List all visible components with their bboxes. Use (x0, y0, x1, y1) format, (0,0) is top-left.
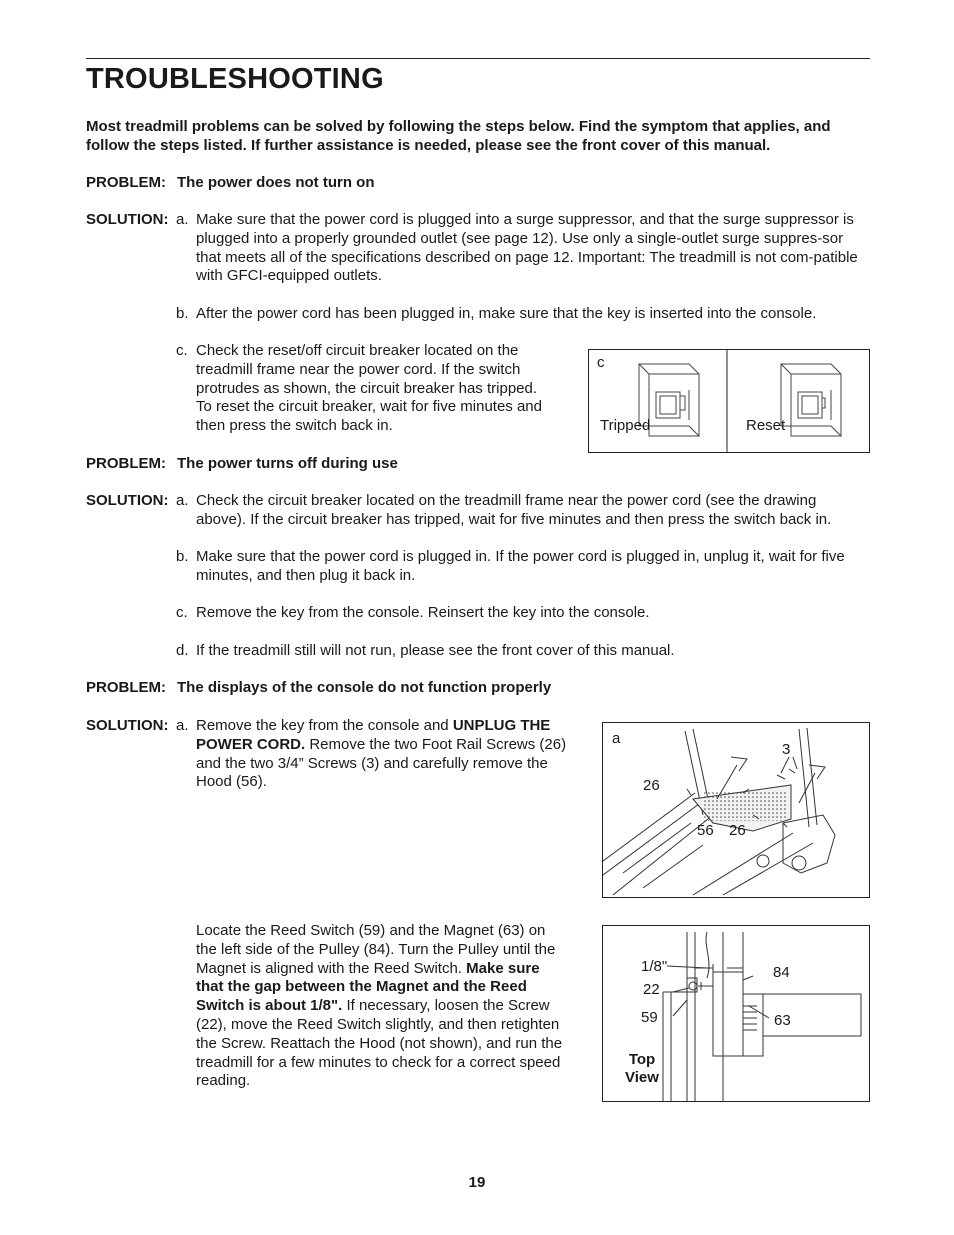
figure-letter: a (612, 730, 621, 747)
callout-22: 22 (643, 981, 660, 998)
gap-callout: 1/8" (641, 958, 668, 975)
page-title: TROUBLESHOOTING (86, 63, 384, 95)
hood-removal-drawing (603, 723, 869, 897)
callout-56: 56 (697, 822, 714, 839)
callout-63: 63 (774, 1012, 791, 1029)
solution-label: SOLUTION: (86, 717, 169, 734)
hood-figure (602, 722, 870, 898)
top-view-caption: Top View (625, 1051, 659, 1086)
solution-label: SOLUTION: (86, 211, 169, 228)
callout-26: 26 (729, 822, 746, 839)
figure-letter: c (597, 354, 605, 371)
reset-caption: Reset (746, 417, 786, 434)
problem-heading: PROBLEM: The displays of the console do not function properly (86, 679, 552, 696)
circuit-breaker-figure (588, 349, 870, 453)
callout-84: 84 (773, 964, 790, 981)
callout-3: 3 (782, 741, 791, 758)
problem-heading: PROBLEM: The power does not turn on (86, 174, 375, 191)
callout-26: 26 (643, 777, 660, 794)
problem-heading: PROBLEM: The power turns off during use (86, 455, 398, 472)
circuit-breaker-drawing (589, 350, 869, 452)
page-number: 19 (468, 1174, 486, 1191)
intro-paragraph: Most treadmill problems can be solved by following the steps below. Find the symptom that applies, and follow the steps listed. If further assistance is needed, please see the front cover of this manual. (86, 118, 831, 154)
top-rule (86, 58, 870, 59)
callout-59: 59 (641, 1009, 658, 1026)
tripped-caption: Tripped (600, 417, 651, 434)
reed-switch-figure (602, 925, 870, 1102)
solution-label: SOLUTION: (86, 492, 169, 509)
